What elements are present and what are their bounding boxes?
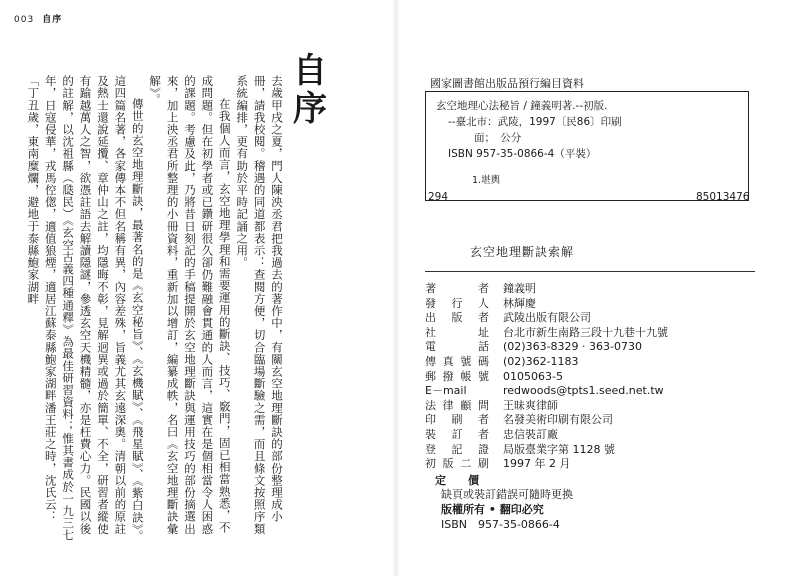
preface-paragraph: 傳世的玄空地理斷訣，最著名的是《玄空秘旨》、《玄機賦》、《飛星賦》、《紫白訣》。這四篇名著，各家傳本不但名稱有異，內容差殊，旨義尤其玄遠深奧。清朝以前的原註及熱士還說延攬、章仲山之註，均隱晦不彰，見解迥異或過於簡單、不全，研習者縱使有踰越萬人之智，欲憑註語去解讀隱謎，參透玄空天機精髓，亦是枉費心力。民國以後的註解，以沈祖縣（瓞民）《玄空古義四種通釋》為最佳研習資料；惟其書成於一九三七年，日寇侵華，戎馬倥偬，適值狼煙，適居江蘇泰縣鮑家湖畔潘王莊之時，沈氏云：「丁丑歲，東南糜爛，避地于泰縣鮑家湖畔 [26,75,145,542]
preface-paragraph: 去歲甲戌之夏，門人陳泱丞君把我過去的著作中，有關玄空地理斷訣的部份整理成小冊，請我校閱。稽遇的同道都表示：查閱方便，切合臨場斷驗之需，而且條文按照序類系統編排，更有助於平時記誦之用。 [235,75,284,535]
info-value: 局版臺業字第 1128 號 [503,442,615,456]
divider [425,271,755,272]
info-value: 台北市新生南路三段十九巷十九號 [503,325,668,339]
cip-record-box [425,91,749,201]
info-value: 名發美術印刷有限公司 [503,413,613,427]
book-gutter [392,0,400,576]
cip-heading: 國家圖書館出版品預行編目資料 [430,77,584,90]
info-label: 郵撥帳號 [425,369,489,383]
info-value: 1997 年 2 月 [503,457,571,471]
defect-notice: 缺頁或裝訂錯誤可隨時更換 [441,488,573,502]
preface-title-char: 自 [293,51,327,91]
info-value: 林輝慶 [503,296,536,310]
info-value: (02)363-8329 · 363-0730 [503,340,642,354]
cip-subject: 1.堪輿 [472,175,501,186]
isbn-notice: ISBN 957-35-0866-4 [441,517,560,531]
info-label: 印刷者 [425,413,489,427]
info-label: 初版二刷 [425,457,489,471]
cip-isbn-line: ISBN 957-35-0866-4（平裝） [448,148,597,160]
publication-info [425,282,668,532]
info-label: E－mail [425,384,467,398]
preface-title [290,52,330,128]
info-value: 0105063-5 [503,369,563,383]
info-label: 發行人 [425,296,489,310]
info-value: 武陵出版有限公司 [503,311,591,325]
info-value: 王昧爽律師 [503,398,558,412]
info-label: 著者 [425,282,489,295]
info-label: 電話 [425,340,489,354]
info-label: 裝訂者 [425,427,489,441]
info-value: 忠信裝訂廠 [503,427,558,441]
cip-record-number: 85013476 [696,191,750,203]
preface-paragraph: 在我個人而言，玄空地理學理和需要運用的斷訣、技巧、竅門，固已相當熟悉，不成問題。但在初學者或已鑽研很久卻仍難融會貫通的人而言，這實在是個相當令人困惑的課題。考慮及此，乃將昔日刻記的手稿提開於玄空地理斷訣與運用技巧的部份摘選出來，加上泱丞君所整理的小冊資料，重新加以增訂，編纂成帙，名曰《玄空地理斷訣彙解》。 [148,75,232,535]
info-value: 鐘義明 [503,282,536,295]
info-value: (02)362-1183 [503,354,579,368]
info-label: 登記證 [425,442,489,456]
rights-notice: 版權所有 • 翻印必究 [441,502,544,516]
preface-title-char: 序 [293,89,327,129]
page-header [14,12,62,25]
info-label: 傳真號碼 [425,354,489,368]
info-label: 法律顧問 [425,398,489,412]
running-section-title: 自序 [42,15,63,25]
cip-pages-line: 面； 公分 [474,132,522,144]
info-label: 出版者 [425,311,489,325]
cip-imprint-line: --臺北市：武陵，1997〔民86〕印刷 [448,116,622,128]
info-label: 社址 [425,325,489,339]
cip-class-number: 294 [428,191,449,203]
book-title: 玄空地理斷訣索解 [470,245,575,259]
email-value[interactable]: redwoods@tpts1.seed.net.tw [503,384,664,398]
price-label: 定 價 [435,473,479,487]
page-number: 003 [14,15,35,25]
cip-title-line: 玄空地理心法秘旨 / 鐘義明著.--初版. [436,100,608,112]
preface-body [26,75,285,545]
